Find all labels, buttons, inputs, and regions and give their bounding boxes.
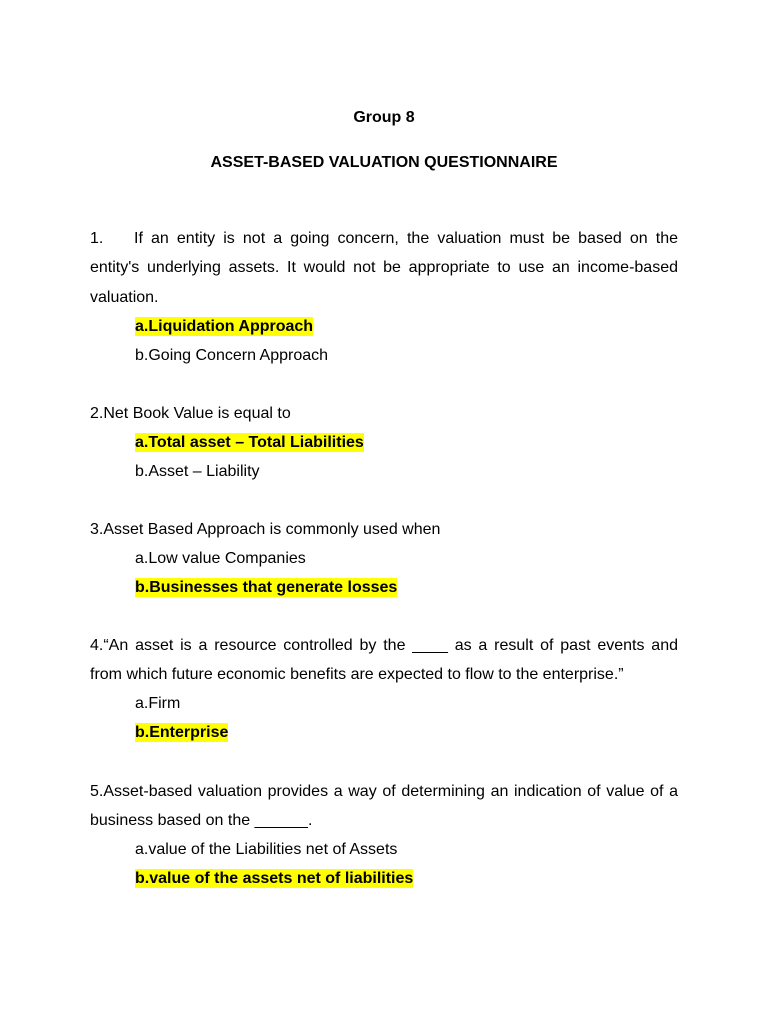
- question-3-option-b: [135, 573, 397, 602]
- question-5-option-a: [135, 835, 397, 864]
- question-1: [90, 224, 678, 312]
- question-1-option-b-label: b.Going Concern Approach: [135, 347, 329, 364]
- question-5-option-b-label: b.value of the assets net of liabilities: [135, 870, 414, 887]
- question-1-text-rest: entity's underlying assets. It would not be appropriate to use an income-based valuation.: [90, 259, 678, 306]
- question-1-number: 1.: [90, 230, 104, 247]
- question-2: 2.Net Book Value is equal to: [90, 405, 291, 422]
- question-5-option-b: [135, 864, 413, 893]
- question-2-option-b-label: b.Asset – Liability: [135, 463, 260, 480]
- question-4: 4.“An asset is a resource controlled by the ____ as a result of past events and from which future economic benefits are expected to flow to the enterprise.”: [90, 637, 678, 684]
- question-1-text-first-line: If an entity is not a going concern, the valuation must be based on the: [134, 230, 678, 247]
- question-4-option-b-label: b.Enterprise: [135, 724, 229, 741]
- question-2-option-a: [135, 428, 364, 457]
- question-5: 5.Asset-based valuation provides a way of determining an indication of value of a business based on the ______.: [90, 783, 678, 830]
- group-label: Group 8: [353, 109, 415, 126]
- question-3-option-a-label: a.Low value Companies: [135, 550, 306, 567]
- question-4-option-a-label: a.Firm: [135, 695, 181, 712]
- question-1-option-a: [135, 312, 313, 341]
- question-1-option-a-label: a.Liquidation Approach: [135, 318, 314, 335]
- question-4-option-a: [135, 689, 180, 718]
- question-2-option-a-label: a.Total asset – Total Liabilities: [135, 434, 364, 451]
- question-1-option-b: [135, 341, 328, 370]
- page-title: ASSET-BASED VALUATION QUESTIONNAIRE: [210, 154, 558, 171]
- question-5-option-a-label: a.value of the Liabilities net of Assets: [135, 841, 398, 858]
- question-2-option-b: [135, 457, 260, 486]
- question-3-option-a: [135, 544, 306, 573]
- question-3: 3.Asset Based Approach is commonly used when: [90, 521, 441, 538]
- question-3-option-b-label: b.Businesses that generate losses: [135, 579, 398, 596]
- question-4-option-b: [135, 718, 228, 747]
